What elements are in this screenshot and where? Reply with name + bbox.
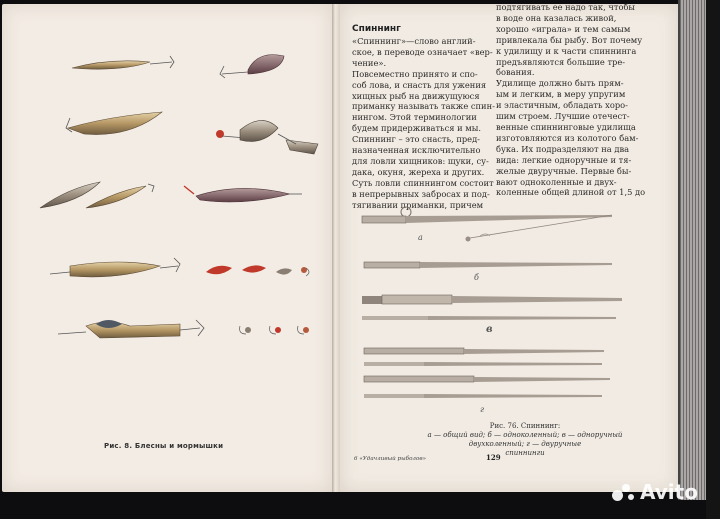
text-line: назначенная исключительно — [352, 145, 481, 156]
text-line: приманку называть также спин- — [352, 101, 495, 112]
rod-a — [362, 207, 612, 242]
text-line: Спиннинг – это снасть, пред- — [352, 134, 480, 145]
jigs-row-1 — [206, 265, 309, 276]
lure-8 — [58, 320, 204, 338]
text-line: ское, в переводе означает «вер- — [352, 46, 493, 57]
text-line: коленные общей длиной от 1,5 до — [496, 187, 646, 198]
text-line: для ловли хищников: щуки, су- — [352, 155, 489, 166]
text-line: нингом. Этой терминологии — [352, 112, 477, 123]
figure-caption-right — [400, 422, 650, 458]
figure-label-c: в — [486, 324, 493, 335]
lure-1 — [72, 56, 174, 69]
jigs-row-2 — [240, 326, 309, 334]
lure-4 — [216, 120, 318, 154]
text-line: бука. Их подразделяют на два — [496, 143, 630, 154]
caption-line: спиннинги — [505, 449, 545, 457]
lures-illustration — [0, 0, 340, 500]
figure-caption-left: Рис. 8. Блесны и мормышки — [104, 442, 224, 450]
page-number: 129 — [486, 453, 501, 462]
text-line: чение». — [352, 57, 387, 68]
lure-7 — [50, 258, 180, 277]
caption-line: а — общий вид; б — одноколенный; в — одноручный двухколенный; г — двуручные — [427, 431, 623, 448]
text-line: тягивании приманки, причем — [352, 199, 484, 210]
text-line: бования. — [496, 67, 535, 78]
text-line: хорошо «играла» и тем самым — [496, 23, 631, 34]
text-line: будем придерживаться и мы. — [352, 123, 481, 134]
text-line: венные спиннинговые удилища — [496, 121, 636, 132]
rod-b — [364, 262, 612, 268]
rods-illustration — [340, 0, 678, 420]
text-line: вают одноколенные и двух- — [496, 176, 617, 187]
text-line: в непрерывных забросах и под- — [352, 188, 490, 199]
rod-d — [364, 348, 610, 398]
background-edge — [706, 0, 720, 519]
text-line: подтягивать ее надо так, чтобы — [496, 2, 636, 12]
avito-watermark — [612, 480, 698, 504]
caption-line: Рис. 76. Спиннинг: — [489, 422, 561, 430]
text-line: хищных рыб на движущуюся — [352, 90, 480, 101]
text-line: вида: легкие одноручные и тя- — [496, 154, 632, 165]
text-line: к удилищу и к части спиннинга — [496, 45, 637, 56]
watermark-text: Avito — [640, 480, 698, 504]
figure-label-a: а — [418, 233, 423, 242]
text-line: Повсеместно принято и спо- — [352, 68, 478, 79]
text-line: ым и легким, в меру упругим — [496, 89, 626, 100]
section-heading: Спиннинг — [352, 24, 401, 34]
lure-5 — [40, 182, 154, 208]
lure-2 — [220, 55, 284, 78]
lure-3 — [66, 112, 162, 135]
avito-logo-icon — [612, 482, 638, 502]
text-line: шим строем. Лучшие отечест- — [496, 111, 630, 122]
text-line: привлекала бы рыбу. Вот почему — [496, 34, 643, 45]
rod-c — [362, 295, 622, 320]
page-edges — [678, 0, 708, 500]
text-line: желые двуручные. Первые бы- — [496, 165, 632, 176]
footer-note: 6 «Удачливый рыболов» — [354, 456, 427, 462]
figure-label-b: б — [474, 273, 479, 282]
text-line: и эластичным, обладать хоро- — [496, 100, 628, 111]
text-line: предъявляются большие тре- — [496, 56, 626, 67]
lure-6 — [184, 186, 302, 202]
text-line: дака, окуня, жереха и других. — [352, 166, 485, 177]
text-line: соб лова, и снасть для ужения — [352, 79, 487, 90]
text-line: «Спиннинг»—слово англий- — [352, 36, 476, 46]
text-line: Суть ловли спиннингом состоит — [352, 177, 494, 188]
figure-label-d: г — [480, 405, 485, 414]
text-line: изготовляются из колотого бам- — [496, 132, 639, 143]
text-line: Удилище должно быть прям- — [496, 78, 624, 89]
text-line: в воде она казалась живой, — [496, 12, 617, 23]
